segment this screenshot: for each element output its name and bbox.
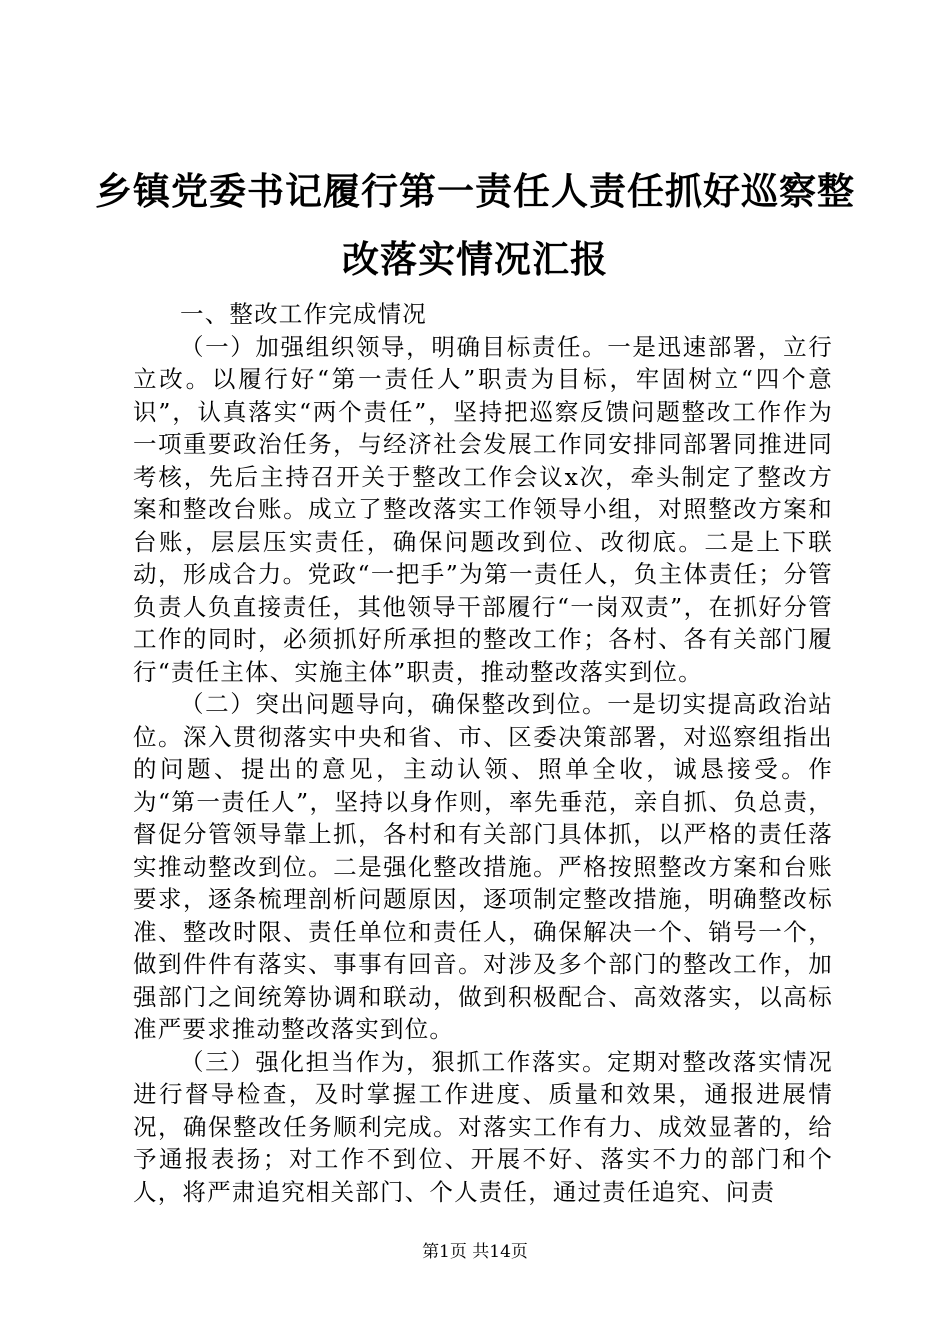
paragraph: （二）突出问题导向，确保整改到位。一是切实提高政治站位。深入贯彻落实中央和省、市、区委决策部署，对巡察组指出的问题、提出的意见，主动认领、照单全收，诚恳接受。作为“第一责任人”，坚持以身作则，率先垂范，亲自抓、负总责，督促分管领导靠上抓，各村和有关部门具体抓，以严格的责任落实推动整改到位。二是强化整改措施。严格按照整改方案和台账要求，逐条梳理剖析问题原因，逐项制定整改措施，明确整改标准、整改时限、责任单位和责任人，确保解决一个、销号一个，做到件件有落实、事事有回音。对涉及多个部门的整改工作，加强部门之间统筹协调和联动，做到积极配合、高效落实，以高标准严要求推动整改落实到位。 xyxy=(133,690,833,1043)
document-title: 乡镇党委书记履行第一责任人责任抓好巡察整改落实情况汇报 xyxy=(95,170,855,281)
paragraph: （一）加强组织领导，明确目标责任。一是迅速部署，立行立改。以履行好“第一责任人”职责为目标，牢固树立“四个意识”，认真落实“两个责任”，坚持把巡察反馈问题整改工作作为一项重要政治任务，与经济社会发展工作同安排同部署同推进同考核，先后主持召开关于整改工作会议x次，牵头制定了整改方案和整改台账。成立了整改落实工作领导小组，对照整改方案和台账，层层压实责任，确保问题改到位、改彻底。二是上下联动，形成合力。党政“一把手”为第一责任人，负主体责任；分管负责人负直接责任，其他领导干部履行“一岗双责”，在抓好分管工作的同时，必须抓好所承担的整改工作；各村、各有关部门履行“责任主体、实施主体”职责，推动整改落实到位。 xyxy=(133,332,833,686)
paragraph: （三）强化担当作为，狠抓工作落实。定期对整改落实情况进行督导检查，及时掌握工作进度、质量和效果，通报进展情况，确保整改任务顺利完成。对落实工作有力、成效显著的，给予通报表扬；对工作不到位、开展不好、落实不力的部门和个人，将严肃追究相关部门、个人责任，通过责任追究、问责 xyxy=(133,1047,833,1206)
page-number-footer: 第1页 共14页 xyxy=(422,1242,528,1262)
document-body xyxy=(133,298,833,1208)
section-heading: 一、整改工作完成情况 xyxy=(180,300,427,328)
